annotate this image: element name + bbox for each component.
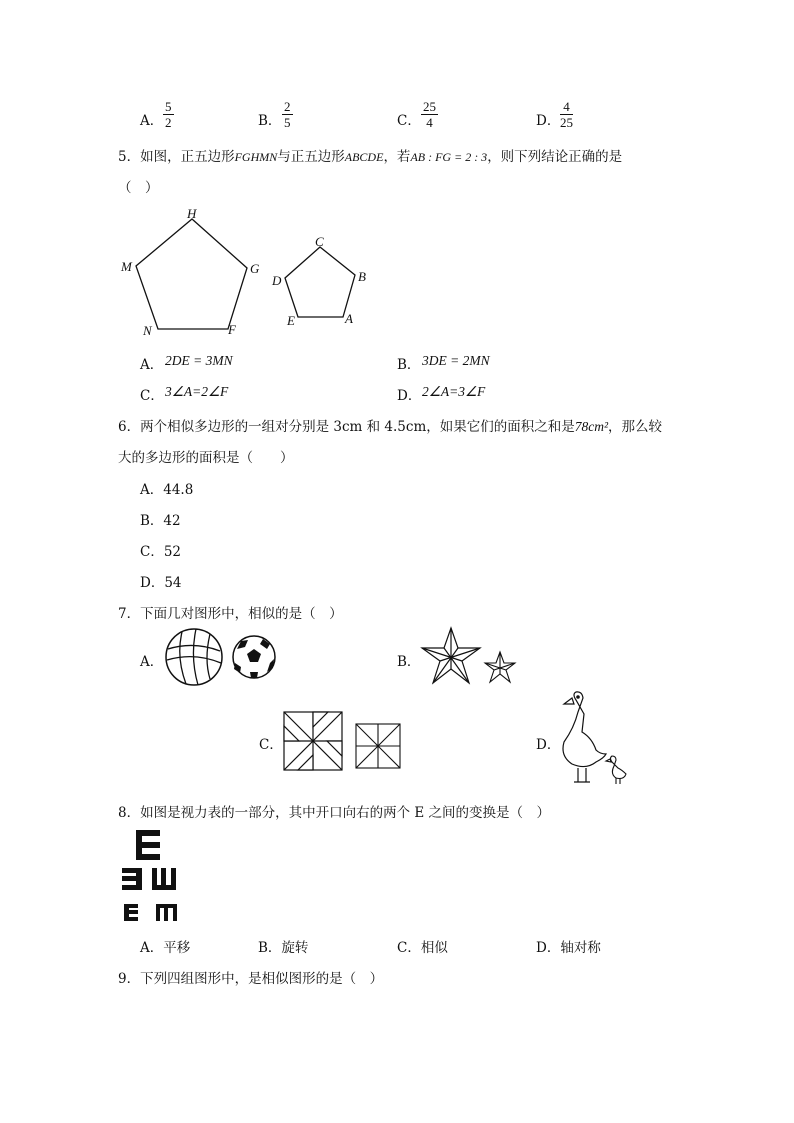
q7-stem: 7．下面几对图形中，相似的是（ ）: [118, 606, 343, 622]
q5-ratio: AB : FG = 2 : 3: [410, 150, 488, 164]
q6-line1-end: ，那么较: [608, 419, 663, 435]
label-D: D: [272, 273, 282, 288]
q5-stem-c: ，若: [383, 149, 411, 165]
q4-option-b-letter: B．: [258, 113, 282, 129]
label-M: M: [121, 259, 132, 274]
small-star-icon: [485, 652, 515, 682]
q8-option-b: B．旋转: [258, 940, 309, 956]
pinwheels-figure: [282, 710, 404, 772]
q6-line2: 大的多边形的面积是（ ）: [118, 450, 294, 466]
numerator: 5: [165, 99, 172, 114]
label-H: H: [187, 206, 197, 221]
label-B: B: [358, 269, 366, 284]
denominator: 2: [165, 115, 172, 130]
soccer-ball-icon: [233, 636, 275, 678]
label-G: G: [250, 261, 260, 276]
e-up-icon: [152, 868, 176, 890]
numerator: 25: [423, 99, 436, 114]
numerator: 2: [284, 99, 291, 114]
q5-abcde: ABCDE: [344, 150, 384, 164]
q4-option-a-fraction: [163, 99, 174, 130]
q4-option-b-fraction: [282, 99, 293, 130]
q6-option-b: B．42: [140, 513, 181, 529]
q6-line1: [118, 415, 662, 435]
q5-option-c-letter: C．: [140, 388, 164, 404]
q5-stem-b: 与正五边形: [277, 149, 345, 165]
q4-option-d-fraction: [560, 99, 573, 130]
e-down-icon: [156, 904, 177, 921]
q7-label-b: B．: [397, 654, 421, 670]
numerator: 4: [560, 99, 573, 115]
q5-paren: （ ）: [118, 180, 159, 196]
q8-option-c: C．相似: [397, 940, 448, 956]
label-E: E: [287, 313, 295, 328]
denominator: 4: [426, 115, 433, 130]
q6-option-a: A．44.8: [140, 482, 194, 498]
q5-option-b-letter: B．: [397, 357, 421, 373]
q5-option-b-text: 3DE = 2MN: [422, 353, 490, 368]
denominator: 25: [560, 115, 573, 130]
q7-label-c: C．: [259, 737, 283, 753]
denominator: 5: [284, 115, 291, 130]
q5-stem: [118, 145, 622, 165]
big-goose-icon: [563, 692, 606, 782]
label-N: N: [143, 323, 152, 338]
q5-pentagon-figure: [115, 200, 375, 340]
q4-option-a-letter: A．: [140, 113, 164, 129]
volleyball-and-soccer-figure: [164, 627, 279, 687]
q5-stem-d: ，则下列结论正确的是: [487, 149, 623, 165]
small-goose-icon: [606, 756, 626, 784]
q5-option-d-letter: D．: [397, 388, 422, 404]
big-star-icon: [422, 628, 480, 683]
big-pentagon: [136, 219, 247, 329]
two-stars-figure: [418, 626, 522, 688]
q5-fghmn: FGHMN: [234, 150, 278, 164]
q6-option-c: C．52: [140, 544, 182, 560]
volleyball-icon: [166, 629, 222, 685]
q4-option-c-fraction: [421, 99, 438, 130]
q6-line1-text: 6．两个相似多边形的一组对分别是 3cm 和 4.5cm，如果它们的面积之和是: [118, 419, 575, 435]
q8-option-d: D．轴对称: [536, 940, 601, 956]
q4-option-d-letter: D．: [536, 113, 561, 129]
q6-area: 78cm²: [574, 419, 609, 434]
q6-option-d: D．54: [140, 575, 182, 591]
small-pinwheel-icon: [356, 724, 400, 768]
label-F: F: [228, 322, 236, 337]
e-right-large-icon: [136, 830, 160, 860]
q7-label-d: D．: [536, 737, 561, 753]
small-pentagon: [285, 247, 355, 317]
q7-label-a: A．: [140, 654, 164, 670]
e-left-icon: [122, 868, 142, 890]
eye-chart-figure: [120, 828, 186, 924]
q5-option-a-letter: A．: [140, 357, 164, 373]
q5-option-c-text: 3∠A=2∠F: [165, 384, 229, 399]
label-A: A: [345, 311, 353, 326]
q5-option-a-text: 2DE = 3MN: [165, 353, 233, 368]
q8-option-a: A．平移: [140, 940, 191, 956]
big-pinwheel-icon: [284, 712, 342, 770]
label-C: C: [315, 234, 324, 249]
q9-stem: 9．下列四组图形中，是相似图形的是（ ）: [118, 971, 384, 987]
q5-option-d-text: 2∠A=3∠F: [422, 384, 486, 399]
geese-figure: [556, 690, 628, 788]
q8-stem: 8．如图是视力表的一部分，其中开口向右的两个 E 之间的变换是（ ）: [118, 805, 551, 821]
q4-option-c-letter: C．: [397, 113, 421, 129]
q5-stem-a: 5．如图，正五边形: [118, 149, 235, 165]
e-right-small-icon: [124, 904, 138, 921]
